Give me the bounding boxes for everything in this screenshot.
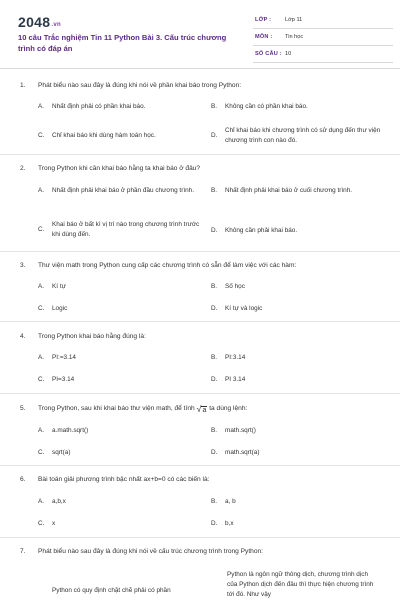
question-divider [0,154,400,155]
question-number: 5. [20,405,26,412]
question-number: 2. [20,165,26,172]
option-text: Logic [52,305,68,312]
option-b[interactable] [211,426,381,436]
option-text: Số học [225,283,245,290]
logo-suffix: .vn [51,22,61,28]
question-number: 7. [20,548,26,555]
option-label: A. [38,103,45,110]
meta-value: 10 [285,51,292,57]
option-b[interactable] [211,353,381,363]
option-label: B. [211,427,218,434]
option-text: x [52,520,56,527]
question-text: Trong Python khi cần khai báo hằng ta khai báo ở đâu? [38,165,201,172]
option-text: math.sqrt() [225,427,256,434]
question-text: Phát biểu nào sau đây là đúng khi nói về phần khai báo trong Python: [38,82,242,89]
option-label: C. [38,520,45,527]
option-label: A. [38,354,45,361]
page-header [0,0,400,68]
option-label: A. [38,498,45,505]
option-a[interactable] [38,497,208,507]
meta-value: Tin học [285,34,304,40]
question-divider [0,537,400,538]
option-text: Chỉ khai báo khi dùng hàm toán học. [52,132,156,139]
option-d[interactable] [211,304,381,314]
option-text: Không cần phải khai báo. [225,227,298,234]
meta-label: MÔN : [255,34,273,40]
question-text: Trong Python khai báo hằng đúng là: [38,333,146,340]
option-text: Nhất định phải khai báo ở cuối chương trình. [225,187,353,194]
option-text: Python có quy định chặt chẽ phải có phần [52,587,171,594]
question-stem [20,404,390,416]
option-c[interactable] [38,304,208,314]
option-label: D. [211,520,218,527]
option-text: Nhất định phải có phần khai báo. [52,103,146,110]
option-a[interactable] [38,102,208,112]
option-c[interactable] [38,448,208,458]
option-text: PI 3.14 [225,376,246,383]
site-logo[interactable] [18,14,61,30]
option-b[interactable] [211,102,381,112]
option-b[interactable] [227,570,377,600]
option-text: PI:3.14 [225,354,246,361]
option-text: PI:=3.14 [52,354,76,361]
option-text: Python là ngôn ngữ thông dịch, chương trình dịch của Python dịch đến đâu thì thực hiện chương trình tới đó. Như vậy [227,571,374,598]
sqrt-symbol: √a [196,404,207,414]
option-text: Khai báo ở bất kì vị trí nào trong chương trình trước khi dùng đến. [52,221,200,238]
option-label: B. [211,187,218,194]
question-number: 1. [20,82,26,89]
option-b[interactable] [211,497,381,507]
option-text: b,x [225,520,234,527]
meta-row-subject [253,29,393,46]
option-d[interactable] [211,448,381,458]
meta-label: LỚP : [255,17,272,23]
option-c[interactable] [38,519,208,529]
option-text: sqrt(a) [52,449,71,456]
option-label: C. [38,376,45,383]
question-number: 4. [20,333,26,340]
question-number: 3. [20,262,26,269]
option-a[interactable] [38,426,208,436]
question-number: 6. [20,476,26,483]
question-stem [20,81,390,91]
option-label: D. [211,376,218,383]
option-d[interactable] [211,226,381,236]
question-divider [0,321,400,322]
option-d[interactable] [211,519,381,529]
option-text: PI=3.14 [52,376,75,383]
meta-label: SỐ CÂU : [255,51,282,57]
option-label: B. [211,498,218,505]
question-text: Trong Python, sau khi khai báo thư viện math, để tính [38,405,195,412]
option-b[interactable] [211,282,381,292]
option-a[interactable] [38,282,208,292]
option-text: a, b [225,498,236,505]
option-a[interactable] [52,586,222,596]
option-label: C. [38,449,45,456]
question-divider [0,251,400,252]
option-text: Kí tự và logic [225,305,263,312]
option-label: D. [211,449,218,456]
question-text: Bài toán giải phương trình bậc nhất ax+b=0 có các biến là: [38,476,210,483]
logo-text: 2048 [18,14,51,30]
question-text-end: ta dùng lệnh: [209,405,248,412]
question-divider [0,393,400,394]
sqrt-argument: a [202,407,207,414]
option-label: B. [211,354,218,361]
option-text: Kí tự [52,283,66,290]
option-text: math.sqrt(a) [225,449,260,456]
question-text: Phát biểu nào sau đây là đúng khi nói về cấu trúc chương trình trong Python: [38,548,264,555]
option-label: B. [211,103,218,110]
option-label: D. [211,132,218,139]
meta-table [253,12,393,63]
option-label: A. [38,427,45,434]
option-text: a.math.sqrt() [52,427,89,434]
meta-value: Lớp 11 [285,17,303,23]
question-text: Thư viện math trong Python cung cấp các chương trình có sẵn để làm việc với các hàm: [38,262,297,269]
option-label: A. [38,187,45,194]
option-label: C. [38,226,45,233]
option-a[interactable] [38,186,208,196]
option-d[interactable] [211,126,381,146]
page-title: 10 câu Trắc nghiệm Tin 11 Python Bài 3. Cấu trúc chương trình có đáp án [18,33,227,53]
question-stem [20,475,390,485]
option-label: A. [38,283,45,290]
option-text: Không cần có phần khai báo. [225,103,308,110]
question-stem [20,547,390,557]
question-stem [20,261,390,271]
option-label: C. [38,305,45,312]
option-c[interactable] [38,220,208,240]
question-stem [20,332,390,342]
option-label: D. [211,305,218,312]
option-a[interactable] [38,353,208,363]
question-divider [0,465,400,466]
option-label: B. [211,283,218,290]
option-b[interactable] [211,186,381,196]
option-c[interactable] [38,131,208,141]
option-d[interactable] [211,375,381,385]
option-text: a,b,x [52,498,66,505]
option-text: Chỉ khai báo khi chương trình có sử dụng đến thư viện chương trình con nào đó. [225,127,381,144]
meta-row-class [253,12,393,29]
question-stem [20,164,390,174]
option-label: C. [38,132,45,139]
option-c[interactable] [38,375,208,385]
option-text: Nhất định phải khai báo ở phần đầu chương trình. [52,187,194,194]
header-divider [0,68,400,69]
meta-row-count [253,46,393,63]
option-label: D. [211,227,218,234]
